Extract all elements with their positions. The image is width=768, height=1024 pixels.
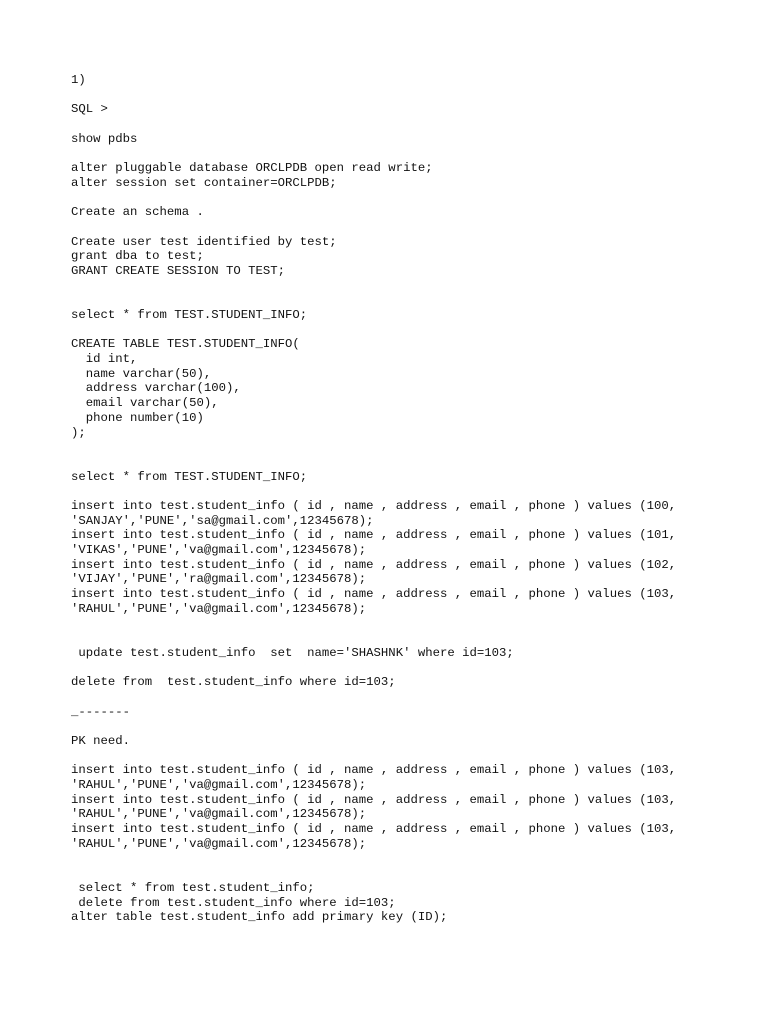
text-line: select * from test.student_info; (71, 880, 315, 895)
text-line: select * from TEST.STUDENT_INFO; (71, 469, 308, 484)
text-line: insert into test.student_info ( id , name , address , email , phone ) values (103, (71, 822, 677, 837)
blank-line (71, 220, 751, 235)
text-line: 'SANJAY','PUNE','sa@gmail.com',12345678); (71, 513, 374, 528)
text-line: SQL > (71, 102, 108, 117)
blank-line (71, 455, 751, 470)
text-line: address varchar(100), (71, 381, 241, 396)
text-line: update test.student_info set name='SHASHNK' where id=103; (71, 645, 514, 660)
text-line: Create an schema . (71, 205, 204, 220)
text-line: name varchar(50), (71, 366, 212, 381)
blank-line (71, 851, 751, 866)
text-line: 'VIJAY','PUNE','ra@gmail.com',12345678); (71, 572, 367, 587)
text-line: alter table test.student_info add primary key (ID); (71, 910, 448, 925)
blank-line (71, 866, 751, 881)
text-line: 'RAHUL','PUNE','va@gmail.com',12345678); (71, 601, 367, 616)
blank-line (71, 146, 751, 161)
text-line: select * from TEST.STUDENT_INFO; (71, 308, 308, 322)
text-line: 'RAHUL','PUNE','va@gmail.com',12345678); (71, 836, 367, 851)
text-line: delete from test.student_info where id=103; (71, 675, 396, 690)
blank-line (71, 117, 751, 132)
text-line: phone number(10) (71, 410, 204, 425)
document-page (71, 73, 751, 925)
text-line: alter session set container=ORCLPDB; (71, 175, 337, 190)
text-line: insert into test.student_info ( id , name , address , email , phone ) values (102, (71, 557, 677, 572)
blank-line (71, 616, 751, 631)
text-line: 'VIKAS','PUNE','va@gmail.com',12345678); (71, 543, 367, 557)
text-line: alter pluggable database ORCLPDB open read write; (71, 161, 433, 176)
text-line: delete from test.student_info where id=103; (71, 895, 396, 910)
blank-line (71, 323, 751, 338)
blank-line (71, 719, 751, 734)
blank-line (71, 690, 751, 705)
blank-line (71, 293, 751, 308)
text-line: 'RAHUL','PUNE','va@gmail.com',12345678); (71, 807, 367, 822)
text-line: ); (71, 425, 86, 440)
text-line: _------- (71, 704, 131, 719)
text-line: PK need. (71, 733, 131, 748)
text-line: CREATE TABLE TEST.STUDENT_INFO( (71, 337, 300, 352)
text-line: show pdbs (71, 131, 138, 146)
blank-line (71, 191, 751, 206)
text-line: insert into test.student_info ( id , name , address , email , phone ) values (103, (71, 792, 677, 807)
blank-line (71, 661, 751, 676)
text-line: insert into test.student_info ( id , name , address , email , phone ) values (100, (71, 498, 677, 513)
text-line: 1) (71, 73, 86, 87)
text-line: Create user test identified by test; (71, 234, 337, 249)
text-line: GRANT CREATE SESSION TO TEST; (71, 263, 286, 278)
text-line: insert into test.student_info ( id , name , address , email , phone ) values (101, (71, 528, 677, 543)
text-line: id int, (71, 352, 138, 367)
blank-line (71, 484, 751, 499)
text-line: grant dba to test; (71, 249, 204, 264)
text-line: email varchar(50), (71, 396, 219, 411)
blank-line (71, 749, 751, 764)
text-line: insert into test.student_info ( id , name , address , email , phone ) values (103, (71, 763, 677, 778)
text-line: insert into test.student_info ( id , name , address , email , phone ) values (103, (71, 587, 677, 602)
blank-line (71, 279, 751, 294)
blank-line (71, 440, 751, 455)
blank-line (71, 631, 751, 646)
blank-line (71, 88, 751, 103)
text-line: 'RAHUL','PUNE','va@gmail.com',12345678); (71, 778, 367, 792)
